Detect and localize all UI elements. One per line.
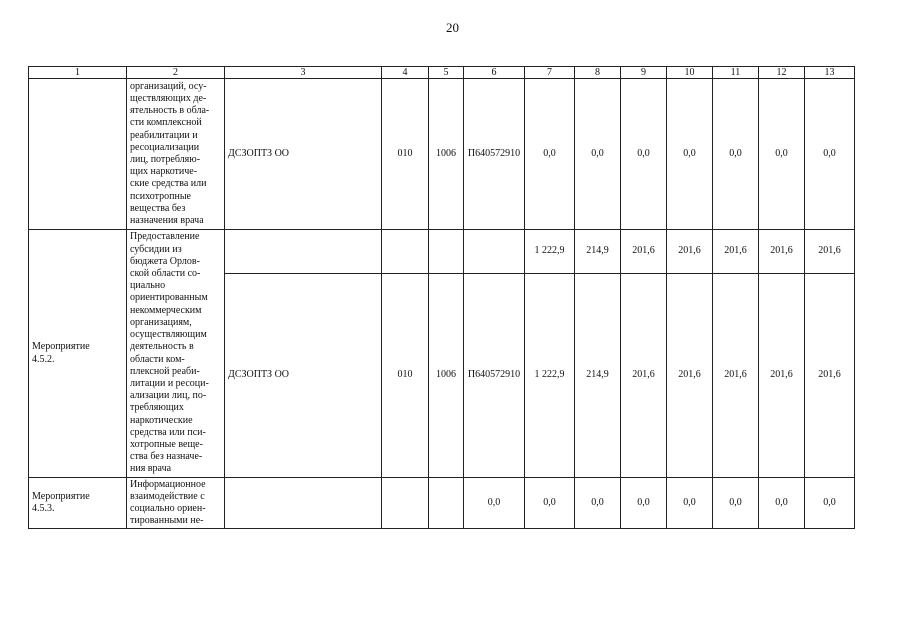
description-line: организаций, осу- <box>130 80 207 92</box>
column-number: 2 <box>127 67 225 79</box>
rzpr-cell <box>429 230 464 274</box>
value-cell: 0,0 <box>759 79 805 230</box>
table-row <box>29 478 855 529</box>
value-cell: 0,0 <box>525 478 575 529</box>
column-number: 8 <box>575 67 621 79</box>
value-cell: 0,0 <box>713 79 759 230</box>
column-number: 10 <box>667 67 713 79</box>
measure-name-cell <box>29 79 127 230</box>
description-line: сти комплексной <box>130 117 202 129</box>
description-line: ятельность в обла- <box>130 105 210 117</box>
rzpr-cell <box>429 478 464 529</box>
description-line: осуществляющим <box>130 329 207 341</box>
value-cell: 0,0 <box>805 478 855 529</box>
description-line: тированными не- <box>130 515 204 527</box>
description-line: ской области со- <box>130 268 201 280</box>
measure-description-cell <box>127 478 225 529</box>
column-number: 7 <box>525 67 575 79</box>
value-cell: 0,0 <box>805 79 855 230</box>
column-number: 13 <box>805 67 855 79</box>
measure-name-line: 4.5.2. <box>32 353 55 365</box>
description-line: циально <box>130 280 166 292</box>
value-cell: 0,0 <box>575 79 621 230</box>
value-cell: 201,6 <box>713 230 759 274</box>
description-line: лиц, потребляю- <box>130 154 201 165</box>
description-line: назначения врача <box>130 215 204 227</box>
description-line: социально ориен- <box>130 503 206 514</box>
table-row <box>29 230 855 274</box>
value-cell: 214,9 <box>575 274 621 478</box>
csr-cell: П640572910 <box>464 274 525 478</box>
column-number: 12 <box>759 67 805 79</box>
rzpr-cell: 1006 <box>429 274 464 478</box>
value-cell: 201,6 <box>759 274 805 478</box>
value-cell: 214,9 <box>575 230 621 274</box>
description-line: Предоставление <box>130 231 200 243</box>
column-number: 6 <box>464 67 525 79</box>
description-line: ществляющих де- <box>130 92 207 104</box>
executor-cell: ДСЗОПТЗ ОО <box>225 79 382 230</box>
value-cell: 201,6 <box>621 274 667 478</box>
value-cell: 1 222,9 <box>525 230 575 274</box>
description-line: литации и ресоци- <box>130 377 209 389</box>
value-cell: 0,0 <box>621 79 667 230</box>
description-line: ства без назначе- <box>130 451 203 463</box>
measure-description-cell <box>127 230 225 478</box>
value-cell: 201,6 <box>713 274 759 478</box>
table-row <box>29 79 855 230</box>
value-cell: 201,6 <box>667 274 713 478</box>
column-number: 11 <box>713 67 759 79</box>
csr-cell <box>464 230 525 274</box>
description-line: реабилитации и <box>130 129 198 141</box>
measure-name-line: Мероприятие <box>32 341 90 353</box>
column-number: 9 <box>621 67 667 79</box>
value-cell: 0,0 <box>575 478 621 529</box>
page-number: 20 <box>446 20 459 35</box>
grbs-cell <box>382 478 429 529</box>
description-line: щих наркотиче- <box>130 166 198 178</box>
executor-cell <box>225 230 382 274</box>
value-cell: 201,6 <box>805 274 855 478</box>
csr-cell: П640572910 <box>464 79 525 230</box>
description-line: Информационное <box>130 478 206 490</box>
description-line: ские средства или <box>130 178 207 190</box>
description-line: требляющих <box>130 402 184 414</box>
description-line: наркотические <box>130 414 193 426</box>
description-line: некоммерческим <box>130 304 202 316</box>
grbs-cell <box>382 230 429 274</box>
value-cell: 0,0 <box>759 478 805 529</box>
description-line: деятельность в <box>130 341 194 353</box>
measure-name-cell <box>29 230 127 478</box>
executor-cell: ДСЗОПТЗ ОО <box>225 274 382 478</box>
column-number: 3 <box>225 67 382 79</box>
grbs-cell: 010 <box>382 79 429 230</box>
value-cell: 201,6 <box>621 230 667 274</box>
description-line: организациям, <box>130 316 192 328</box>
value-cell: 0,0 <box>667 79 713 230</box>
measure-name-line: Мероприятие <box>32 490 90 502</box>
column-number: 5 <box>429 67 464 79</box>
value-cell: 1 222,9 <box>525 274 575 478</box>
grbs-cell: 010 <box>382 274 429 478</box>
rzpr-cell: 1006 <box>429 79 464 230</box>
column-number: 1 <box>29 67 127 79</box>
description-line: взаимодействие с <box>130 490 205 502</box>
value-cell: 0,0 <box>621 478 667 529</box>
value-cell: 201,6 <box>805 230 855 274</box>
description-line: средства или пси- <box>130 426 206 438</box>
column-number: 4 <box>382 67 429 79</box>
description-line: плексной реаби- <box>130 365 200 377</box>
measure-name-cell <box>29 478 127 529</box>
table-header-row <box>29 67 855 79</box>
executor-cell <box>225 478 382 529</box>
description-line: субсидии из <box>130 243 182 255</box>
description-line: бюджета Орлов- <box>130 255 200 267</box>
description-line: ресоциализации <box>130 141 200 153</box>
measure-description-cell <box>127 79 225 230</box>
value-cell: 201,6 <box>759 230 805 274</box>
value-cell: 201,6 <box>667 230 713 274</box>
description-line: вещества без <box>130 202 186 214</box>
value-cell: 0,0 <box>667 478 713 529</box>
description-line: хотропные веще- <box>130 438 203 450</box>
description-line: ориентированным <box>130 292 208 304</box>
description-line: ализации лиц, по- <box>130 390 207 402</box>
budget-table <box>28 66 855 529</box>
value-cell: 0,0 <box>525 79 575 230</box>
description-line: области ком- <box>130 353 185 365</box>
description-line: психотропные <box>130 190 191 202</box>
measure-name-line: 4.5.3. <box>32 503 55 514</box>
description-line: ния врача <box>130 463 172 475</box>
value-cell: 0,0 <box>464 478 525 529</box>
value-cell: 0,0 <box>713 478 759 529</box>
